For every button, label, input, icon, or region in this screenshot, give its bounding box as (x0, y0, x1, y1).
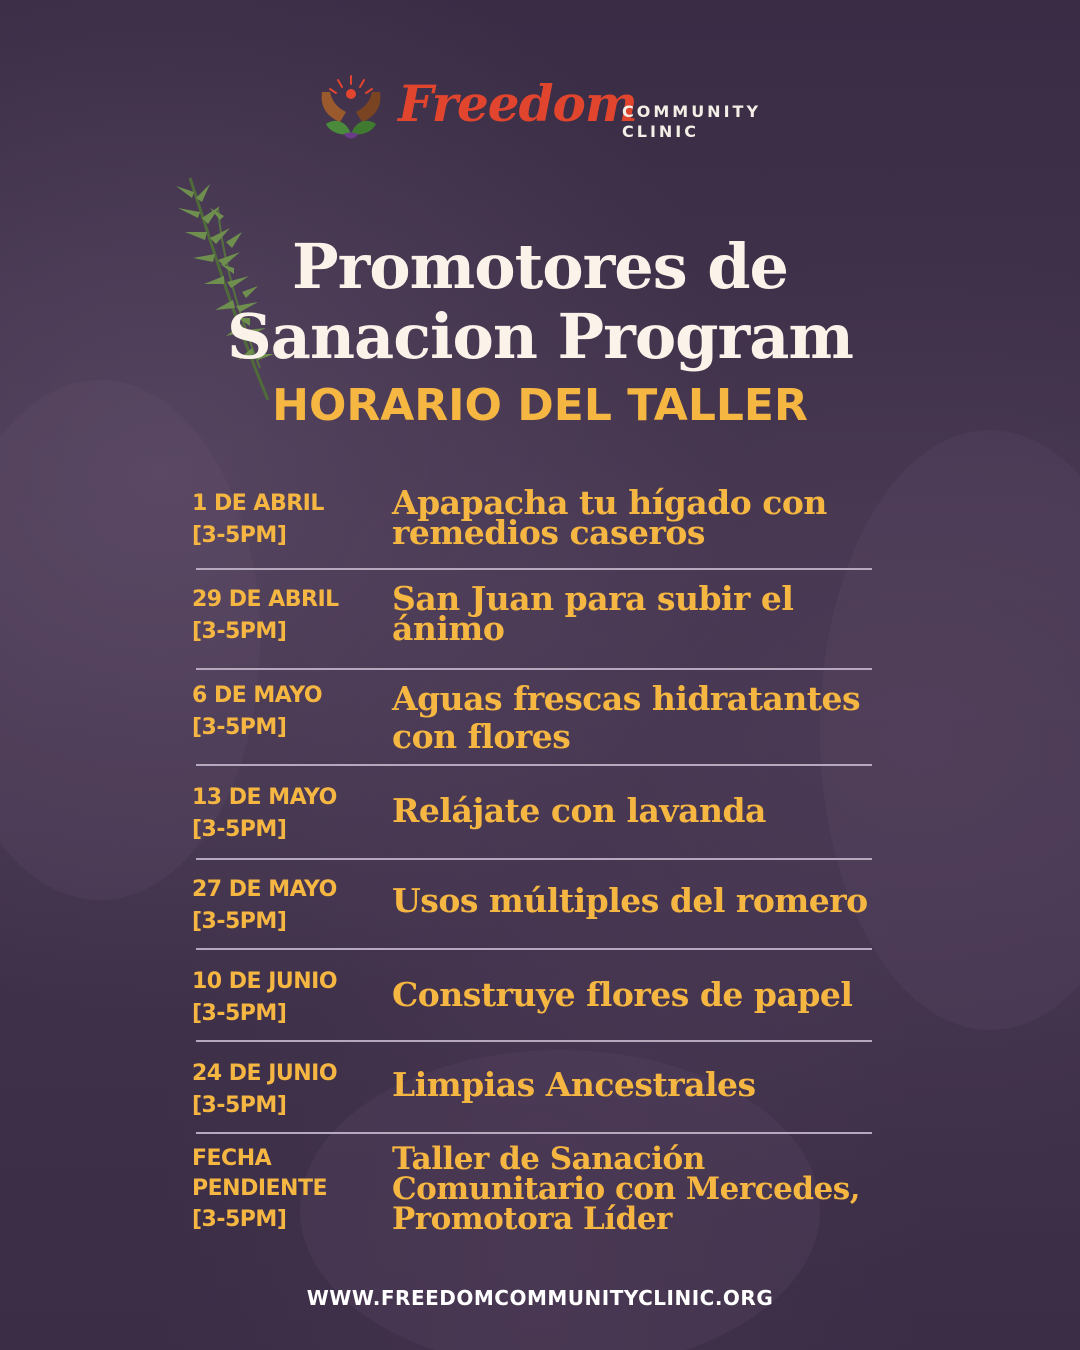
time-label: [3-5PM] (192, 1093, 287, 1118)
schedule-date (192, 966, 392, 1042)
schedule-date (192, 874, 392, 950)
schedule-date (192, 488, 392, 570)
clinic-logo (316, 72, 776, 152)
time-label: [3-5PM] (192, 817, 287, 842)
logo-sub-line: COMMUNITY (622, 102, 762, 121)
schedule-row (192, 478, 872, 570)
date-label: 24 DE JUNIO (192, 1061, 338, 1086)
schedule-row (192, 1134, 872, 1244)
schedule-date (192, 1058, 392, 1134)
schedule-heading: HORARIO DEL TALLER (272, 380, 808, 431)
workshop-topic: Apapacha tu hígado con remedios caseros (392, 483, 827, 552)
workshop-topic: Taller de Sanación Comunitario con Mercedes, Promotora Líder (392, 1141, 860, 1237)
date-label: 27 DE MAYO (192, 877, 337, 902)
hands-sun-logo-icon (316, 72, 386, 144)
workshop-topic: Limpias Ancestrales (392, 1065, 756, 1104)
workshop-topic: Aguas frescas hidratantes con flores (392, 679, 861, 756)
time-label: [3-5PM] (192, 619, 287, 644)
workshop-topic: Relájate con lavanda (392, 791, 766, 830)
time-label: [3-5PM] (192, 909, 287, 934)
logo-wordmark: Freedom (398, 74, 637, 133)
date-label: 13 DE MAYO (192, 785, 337, 810)
title-line: Promotores de (292, 230, 788, 303)
time-label: [3-5PM] (192, 715, 287, 740)
time-label: [3-5PM] (192, 523, 287, 548)
schedule-row (192, 860, 872, 950)
schedule-row (192, 950, 872, 1042)
time-label: [3-5PM] (192, 1001, 287, 1026)
workshop-topic: Usos múltiples del romero (392, 881, 868, 920)
schedule-row (192, 670, 872, 766)
logo-sub-line: CLINIC (622, 122, 699, 141)
schedule-date (192, 584, 392, 670)
date-label: FECHA PENDIENTE (192, 1146, 327, 1201)
website-link[interactable]: WWW.FREEDOMCOMMUNITYCLINIC.ORG (306, 1286, 774, 1310)
date-label: 10 DE JUNIO (192, 969, 338, 994)
logo-subtitle (622, 102, 761, 142)
date-label: 29 DE ABRIL (192, 587, 339, 612)
schedule-row (192, 570, 872, 670)
page-title (0, 232, 1080, 372)
time-label: [3-5PM] (192, 1207, 287, 1232)
schedule-date (192, 1144, 392, 1244)
date-label: 6 DE MAYO (192, 683, 323, 708)
schedule-row (192, 1042, 872, 1134)
workshop-topic: Construye flores de papel (392, 975, 853, 1014)
workshop-schedule (192, 478, 872, 1244)
date-label: 1 DE ABRIL (192, 491, 324, 516)
schedule-date (192, 782, 392, 860)
schedule-date (192, 680, 392, 766)
schedule-row (192, 766, 872, 860)
title-line: Sanacion Program (227, 300, 853, 373)
workshop-topic: San Juan para subir el ánimo (392, 579, 794, 648)
